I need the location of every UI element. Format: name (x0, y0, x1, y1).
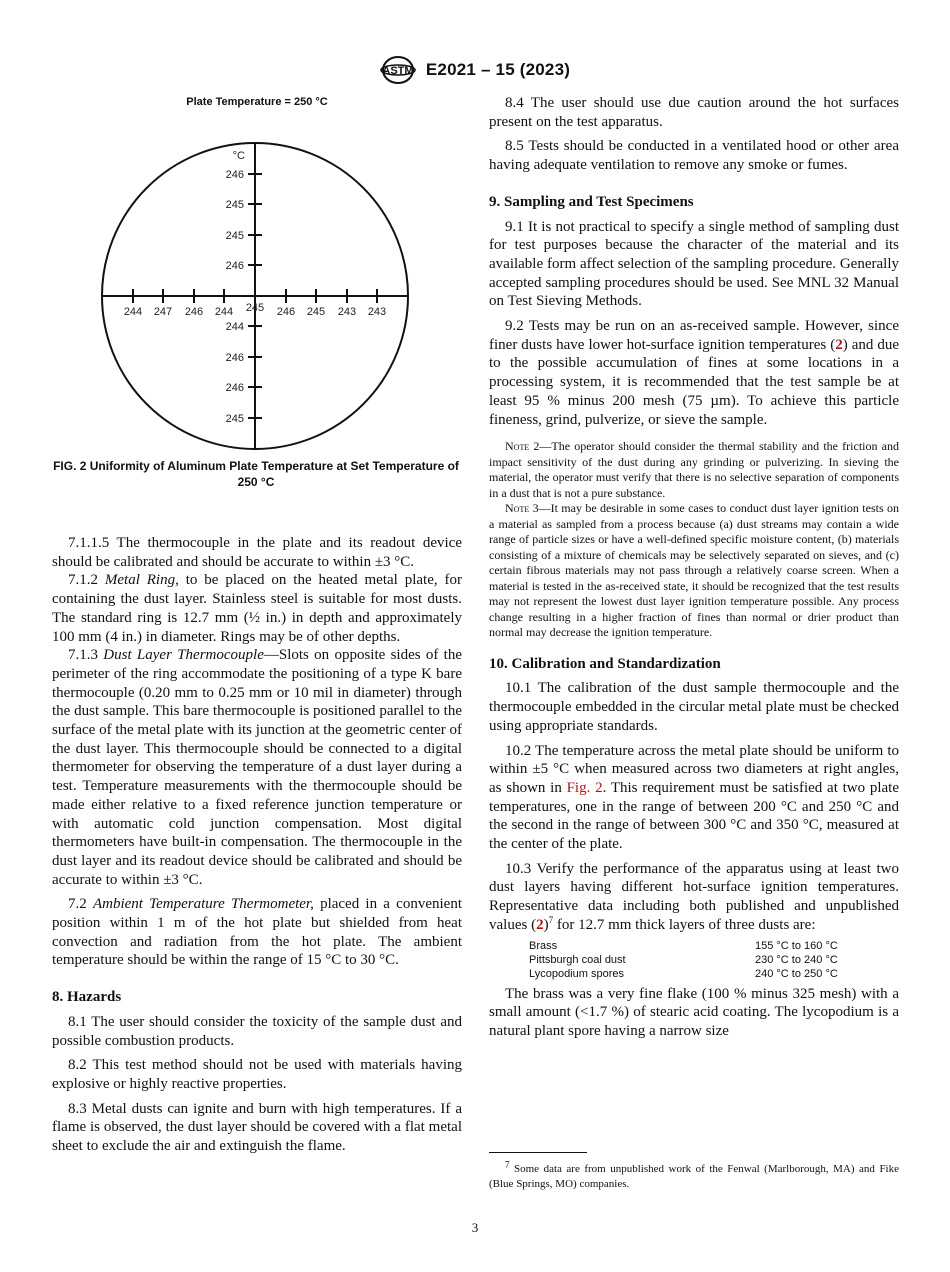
paragraph-10-3: 10.3 Verify the performance of the apparatus using at least two dust layers having different hot-surface ignition temperatures. Representative data including both published and unpublished values $(2)^7$ for 12.7 mm thick layers of three dusts are: (489, 860, 899, 933)
section-heading-8: 8. Hazards (52, 989, 122, 1006)
svg-text:246: 246 (225, 382, 244, 394)
paragraph-8-2: 8.2 This test method should not be used with materials having explosive or highly reactive properties. (52, 1057, 462, 1092)
paragraph-7-1-1-5: 7.1.1.5 The thermocouple in the plate and its readout device should be calibrated and should be accurate to within ±3 °C. (52, 535, 462, 570)
paragraph-8-1: 8.1 The user should consider the toxicity of the sample dust and possible combustion products. (52, 1013, 462, 1049)
paragraph-7-2: 7.2 Ambient Temperature Thermometer, placed in a convenient position within 1 m of the hot plate but shielded from heat convection and radiation from the hot plate. The ambient temperature should be within the range of 15 °C to 30 °C. (52, 896, 462, 969)
paragraph-10-1: 10.1 The calibration of the dust sample thermocouple and the thermocouple embedded in the circular metal plate must be checked using appropriate standards. (489, 680, 899, 734)
paragraph-brass: The brass was a very fine flake (100 % minus 325 mesh) with a small amount (<1.7 %) of stearic acid coating. The lycopodium is a natural plant spore having a narrow size (489, 985, 899, 1039)
svg-text:245: 245 (225, 199, 244, 211)
right-column (489, 94, 899, 1041)
table-row: Brass 155 °C to 160 °C (529, 939, 838, 952)
note-3: Note 3—It may be desirable in some cases to conduct dust layer ignition tests on a material as sampled from a process because (a) dust streams may contain a wide range of particle sizes or have a well-defined specific moisture content, (b) materials consisting of a mixture of chemicals may be selectively separated on sieves, and (c) certain fibrous materials may not pass through a relatively coarse screen. When a material is tested in the as-received state, it should be recognized that the test results may not represent the lowest dust layer ignition temperature possible. Any process change resulting in a higher fraction of fines than normal or drier product than normal may decrease the ignition temperature. (489, 501, 899, 640)
svg-text:244: 244 (225, 321, 244, 333)
svg-text:246: 246 (225, 260, 244, 272)
paragraph-10-2: 10.2 The temperature across the metal plate should be uniform to within ±5 °C when measured across two diameters at right angles, as shown in Fig. 2. This requirement must be satisfied at two plate temperatures, one in the range of between 200 °C and 250 °C and the second in the range of between 300 °C and 350 °C, measured at the center of the plate. (489, 742, 900, 853)
paragraph-7-1-2: 7.1.2 Metal Ring, to be placed on the heated metal plate, for containing the dust layer. Stainless steel is suitable for most dusts. The standard ring is 12.7 mm (½ in.) in depth and approximately 100 mm (4 in.) in diameter. Rings may be of other depths. (52, 572, 463, 645)
figure-caption: FIG. 2 Uniformity of Aluminum Plate Temperature at Set Temperature of 250 °C (53, 459, 459, 489)
svg-text:ASTM: ASTM (382, 65, 414, 77)
footnote-7: $^7$ Some data are from unpublished work of the Fenwal (Marlborough, MA) and Fike (Blue Springs, MO) companies. (489, 1159, 899, 1190)
svg-text:246: 246 (225, 169, 244, 181)
reference-link-2[interactable]: 2 (835, 336, 843, 353)
paragraph-8-5: 8.5 Tests should be conducted in a ventilated hood or other area having adequate ventilation to remove any smoke or fumes. (489, 138, 899, 174)
svg-text:245: 245 (225, 230, 244, 242)
section-heading-9: 9. Sampling and Test Specimens (489, 193, 694, 210)
unit-label: °C (232, 150, 245, 162)
paragraph-8-3: 8.3 Metal dusts can ignite and burn with high temperatures. If a flame is observed, the dust layer should be covered with a flat metal sheet to exclude the air and extinguish the flame. (52, 1100, 462, 1155)
svg-text:247: 247 (153, 306, 173, 318)
table-row: Lycopodium spores 240 °C to 250 °C (529, 967, 838, 980)
paragraph-9-1: 9.1 It is not practical to specify a single method of sampling dust for test purposes because the character of the material and its available form affect selection of the sampling procedure. Generally accepted sampling procedures should be used. See MNL 32 Manual on Test Sieving Methods. (489, 218, 899, 310)
figure-2-link[interactable]: Fig. 2 (566, 779, 603, 796)
svg-text:244: 244 (123, 306, 143, 318)
plate-temperature-diagram (52, 92, 462, 462)
svg-text:246: 246 (276, 306, 296, 318)
paragraph-7-1-3: 7.1.3 Dust Layer Thermocouple—Slots on opposite sides of the perimeter of the ring accommodate the positioning of a type K bare thermocouple (0.20 mm to 0.25 mm or 10 mil in diameter) through the dust sample. This bare thermocouple is positioned parallel to the surface of the metal plate with its junction at the geometric center of the dust layer. This thermocouple should be connected to a digital thermometer for observing the temperature of a dust layer during a test. Temperature measurements with the thermocouple should be made either relative to a fixed reference junction temperature or with automatic cold junction compensation. Most digital thermometers have built-in compensation. The thermocouple in the dust layer and its readout device should be calibrated and should be accurate to within ±3 °C. (52, 647, 462, 888)
svg-text:246: 246 (225, 352, 244, 364)
svg-text:245: 245 (225, 413, 244, 425)
svg-text:246: 246 (184, 306, 204, 318)
footnote-divider (489, 1152, 587, 1153)
svg-text:243: 243 (337, 306, 357, 318)
document-designation: E2021 – 15 (2023) (425, 60, 571, 79)
page-number: 3 (471, 1220, 479, 1235)
astm-logo-icon (380, 55, 416, 85)
svg-text:243: 243 (367, 306, 387, 318)
figure-title: Plate Temperature = 250 °C (186, 96, 328, 108)
svg-text:245: 245 (306, 306, 326, 318)
left-column (52, 534, 462, 1156)
svg-text:244: 244 (214, 306, 234, 318)
reference-link-2[interactable]: 2 (536, 916, 544, 933)
section-heading-10: 10. Calibration and Standardization (489, 655, 721, 672)
center-value: 245 (245, 302, 265, 314)
dust-ignition-table (529, 939, 838, 981)
note-2: Note 2—The operator should consider the thermal stability and the friction and impact sensitivity of the dust during any grinding or pulverizing. In sieving the material, the operator must verify that there is no selective separation of components in a dust that is not a pure substance. (489, 439, 899, 500)
page-header (0, 55, 950, 85)
paragraph-9-2: 9.2 Tests may be run on an as-received sample. However, since finer dusts have lower hot-surface ignition temperatures (2) and due to the possible accumulation of fines at some locations in a processing system, it is recommended that the test sample be at least 95 % minus 200 mesh (75 µm). To achieve this particle fineness, grind, pulverize, or sieve the sample. (489, 318, 900, 428)
table-row: Pittsburgh coal dust 230 °C to 240 °C (529, 953, 838, 966)
footnote-ref-7[interactable]: 7 (548, 914, 554, 925)
paragraph-8-4: 8.4 The user should use due caution around the hot surfaces present on the test apparatus. (489, 95, 899, 130)
